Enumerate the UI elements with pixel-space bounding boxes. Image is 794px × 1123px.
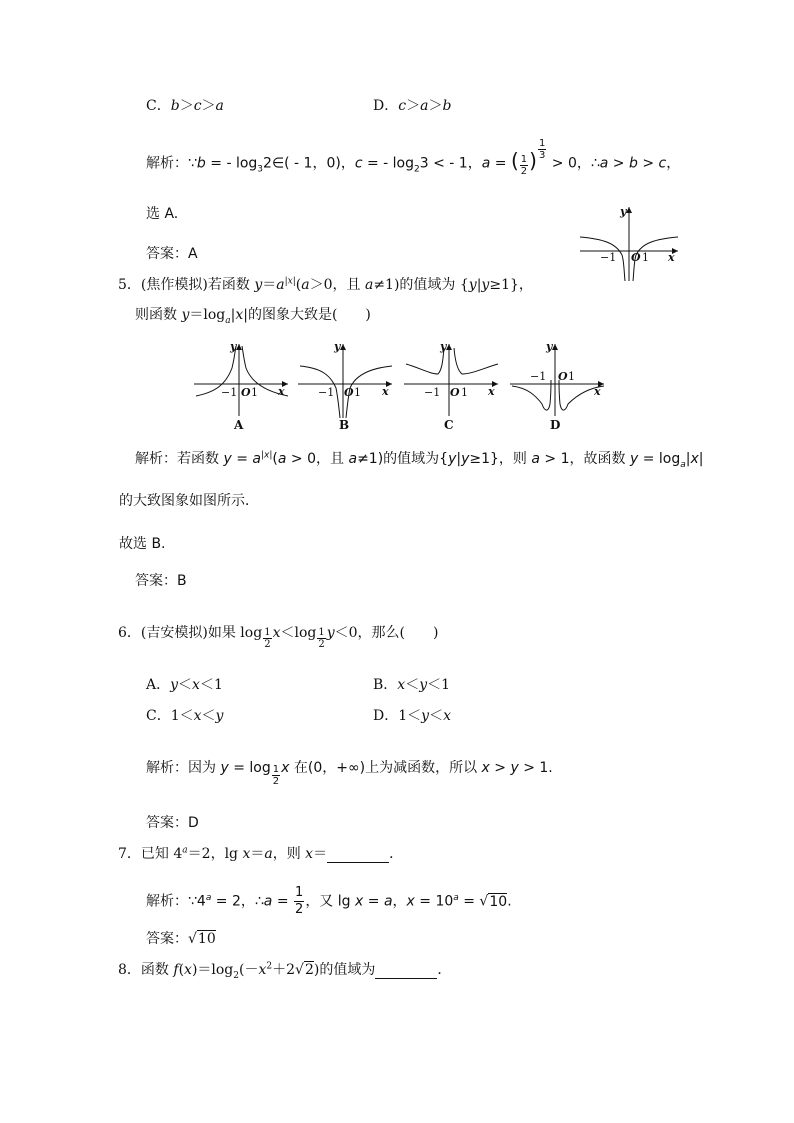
- svg-text:−1: −1: [221, 386, 238, 399]
- q5-graph-a-label: A: [234, 418, 244, 432]
- svg-text:x: x: [278, 385, 285, 398]
- svg-text:1: 1: [568, 370, 575, 383]
- q4-answer: 答案：A: [146, 246, 198, 262]
- q7-analysis: 解析：$\because 4^a = 2$，∴a = $\frac{1}{2}$ ，又 lg x = a，$x = 10^a = √10$.: [146, 885, 512, 917]
- q5-stem-line1: 5．(焦作模拟)若函数 $y=a^{|x|}(a>0$，且 a≠1)的值域为 {y|y≥1}，: [118, 276, 533, 293]
- q4-analysis: 解析：∵b = - $\log_32\in( - 1$，0)，c = - $\log_23$ < - 1，a = ( $\frac{1}{2}$ ) $^{\frac{1}{3}}$ > 0，∴a > b > c，: [146, 138, 681, 177]
- svg-text:x: x: [594, 385, 601, 398]
- svg-text:x: x: [382, 385, 389, 398]
- q6-option-b: B．x＜y＜1: [373, 677, 451, 693]
- q6-analysis: 解析：因为 y = log $\frac{1}{2}$ x 在(0，+∞)上为减函数，所以 x > y > 1.: [146, 760, 553, 787]
- svg-text:−1: −1: [530, 370, 547, 383]
- q7-stem: 7．已知 $4^a=2$，lg x＝a，则 x＝ ．: [118, 845, 404, 862]
- q5-graph-b: [296, 340, 396, 432]
- q6-option-c: C．1＜x＜y: [146, 708, 224, 724]
- q5-analysis-line1: 解析：若函数 $y = a^{|x|}(a > 0$，且 a≠1)的值域为{y|y≥1}，则 a > 1，故函数 $y = \log_a|x|$: [135, 450, 704, 470]
- svg-text:1: 1: [461, 386, 468, 399]
- svg-text:O: O: [558, 370, 568, 383]
- svg-text:y: y: [334, 340, 341, 353]
- q5-graph-b-label: B: [339, 418, 350, 432]
- q4-select: 选 A.: [146, 206, 179, 222]
- q4-side-graph: [578, 203, 682, 283]
- svg-text:O: O: [450, 386, 460, 399]
- q5-answer: 答案：B: [135, 573, 187, 589]
- svg-text:y: y: [230, 340, 237, 353]
- svg-text:1: 1: [251, 386, 258, 399]
- q5-stem-line2: 则函数 $y=\log_a|x|$的图象大致是( ): [135, 307, 371, 326]
- q4-option-c: C．b＞c＞a: [146, 98, 224, 114]
- q7-answer-blank: [327, 848, 389, 863]
- svg-text:x: x: [488, 385, 495, 398]
- q8-answer-blank: [375, 964, 437, 979]
- q5-graph-c-label: C: [444, 418, 454, 432]
- svg-text:−1: −1: [318, 386, 335, 399]
- q4-option-d: D．c＞a＞b: [373, 98, 452, 114]
- q5-graph-d-label: D: [550, 418, 561, 432]
- q8-stem: 8．函数 $f(x)=\log_2(-x^2+2√2)$的值域为 ．: [118, 961, 452, 981]
- svg-text:−1: −1: [424, 386, 441, 399]
- q5-graph-a: [192, 340, 292, 432]
- svg-text:y: y: [440, 340, 447, 353]
- svg-text:y: y: [546, 340, 553, 353]
- svg-text:O: O: [631, 251, 641, 264]
- svg-text:x: x: [668, 251, 675, 264]
- svg-text:1: 1: [642, 251, 649, 264]
- svg-text:1: 1: [354, 386, 361, 399]
- svg-text:−1: −1: [600, 251, 617, 264]
- svg-text:y: y: [620, 205, 627, 218]
- q6-option-d: D．1＜y＜x: [373, 708, 451, 724]
- q7-answer: 答案：√10: [146, 931, 216, 947]
- svg-text:O: O: [344, 386, 354, 399]
- q6-answer: 答案：D: [146, 815, 199, 831]
- q5-select: 故选 B.: [119, 536, 166, 552]
- svg-text:O: O: [241, 386, 251, 399]
- q6-option-a: A．y＜x＜1: [146, 677, 223, 693]
- q6-stem: 6．(吉安模拟)如果 log $\frac{1}{2}$ x＜log $\frac{1}{2}$ y＜0，那么( ): [118, 625, 439, 650]
- q5-analysis-line2: 的大致图象如图所示．: [119, 493, 259, 509]
- q5-graph-c: [402, 340, 502, 432]
- q5-graph-d: [508, 340, 608, 432]
